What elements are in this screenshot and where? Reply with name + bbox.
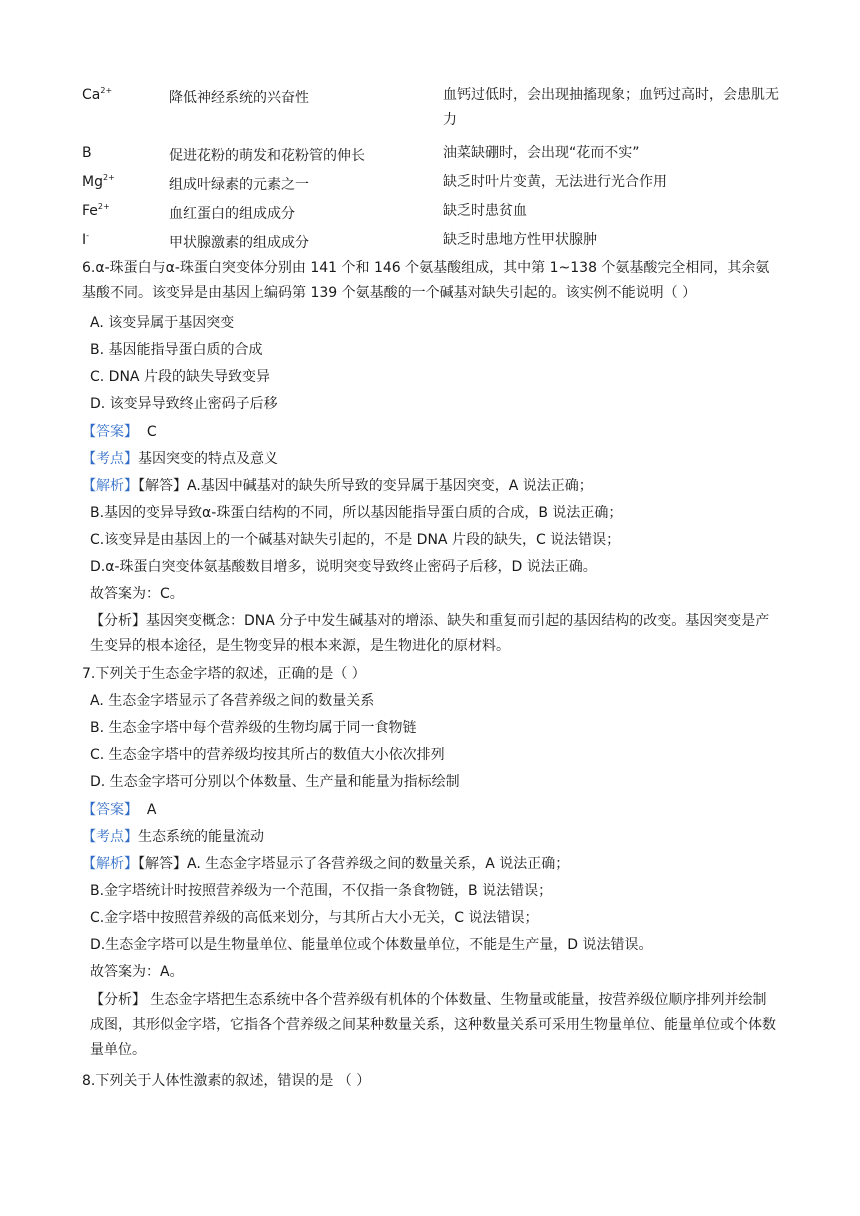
q7-option-c: C. 生态金字塔中的营养级均按其所占的数值大小依次排列: [90, 747, 445, 763]
q6-answer: [82, 423, 782, 441]
answer-tag: 【答案】: [82, 424, 138, 440]
function-cell: 血红蛋白的组成成分: [169, 206, 295, 222]
function-cell: 甲状腺激素的组成成分: [169, 235, 309, 251]
topic-tag: 【考点】: [82, 451, 138, 467]
answer-value: A: [146, 802, 157, 818]
q7-answer: [82, 801, 782, 819]
q6-fenxi: 【分析】基因突变概念：DNA 分子中发生碱基对的增添、缺失和重复而引起的基因结构的改变。基因突变是产生变异的根本途径，是生物变异的根本来源，是生物进化的原材料。: [90, 613, 770, 654]
question-7-stem: 7.下列关于生态金字塔的叙述，正确的是（ ）: [82, 666, 366, 682]
q7-topic: [82, 828, 782, 846]
function-cell: 降低神经系统的兴奋性: [169, 90, 309, 106]
q7-analysis-line: B.金字塔统计时按照营养级为一个范围，不仅指一条食物链，B 说法错误；: [90, 883, 553, 899]
q7-fenxi: 【分析】 生态金字塔把生态系统中各个营养级有机体的个体数量、生物量或能量，按营养级位顺序排列并绘制成图，其形似金字塔，它指各个营养级之间某种数量关系，这种数量关系可采用生物量单位、能量单位或个体数量单位。: [90, 992, 776, 1058]
q6-option-a: A. 该变异属于基因突变: [90, 315, 235, 331]
topic-value: 基因突变的特点及意义: [138, 451, 278, 467]
analysis-tag: 【解析】: [82, 856, 138, 872]
q6-analysis-line: B.基因的变异导致α-珠蛋白结构的不同，所以基因能指导蛋白质的合成，B 说法正确；: [90, 505, 623, 521]
table-row: [82, 174, 782, 202]
q7-option-a: A. 生态金字塔显示了各营养级之间的数量关系: [90, 693, 375, 709]
element-cell: B: [82, 145, 92, 161]
q6-analysis: [82, 477, 782, 495]
analysis-text: 【解答】A. 生态金字塔显示了各营养级之间的数量关系，A 说法正确；: [138, 856, 570, 872]
q7-analysis-line: C.金字塔中按照营养级的高低来划分，与其所占大小无关，C 说法错误；: [90, 910, 539, 926]
answer-value: C: [146, 424, 157, 440]
q7-option-d: D. 生态金字塔可分别以个体数量、生产量和能量为指标绘制: [90, 774, 460, 790]
element-cell: $Ca^{2+}$: [82, 86, 113, 103]
table-row: [82, 145, 782, 173]
effect-cell: 油菜缺硼时，会出现“花而不实”: [443, 145, 640, 161]
table-row: [82, 86, 782, 128]
element-cell: $Fe^{2+}$: [82, 202, 110, 219]
question-6-stem: 6.α-珠蛋白与α-珠蛋白突变体分别由 141 个和 146 个氨基酸组成，其中第 1~138 个氨基酸完全相同，其余氨基酸不同。该变异是由基因上编码第 139 个氨基酸的一个碱基对缺失引起的。该实例不能说明（ ）: [82, 260, 770, 301]
effect-cell: 缺乏时叶片变黄，无法进行光合作用: [443, 174, 667, 190]
topic-value: 生态系统的能量流动: [138, 829, 264, 845]
answer-tag: 【答案】: [82, 802, 138, 818]
question-8-stem: 8.下列关于人体性激素的叙述，错误的是 （ ）: [82, 1073, 371, 1089]
effect-cell: 血钙过低时，会出现抽搐现象；血钙过高时，会患肌无力: [443, 87, 779, 128]
table-row: [82, 203, 782, 231]
function-cell: 促进花粉的萌发和花粉管的伸长: [169, 148, 365, 164]
q6-topic: [82, 450, 782, 468]
analysis-tag: 【解析】: [82, 478, 138, 494]
element-cell: $Mg^{2+}$: [82, 173, 115, 190]
q6-option-b: B. 基因能指导蛋白质的合成: [90, 342, 263, 358]
analysis-text: 【解答】A.基因中碱基对的缺失所导致的变异属于基因突变，A 说法正确；: [138, 478, 593, 494]
topic-tag: 【考点】: [82, 829, 138, 845]
q6-analysis-line: 故答案为：C。: [90, 586, 184, 602]
q6-option-d: D. 该变异导致终止密码子后移: [90, 396, 278, 412]
q7-analysis-line: D.生态金字塔可以是生物量单位、能量单位或个体数量单位，不能是生产量，D 说法错误。: [90, 937, 653, 953]
q6-analysis-line: D.α-珠蛋白突变体氨基酸数目增多，说明突变导致终止密码子后移，D 说法正确。: [90, 559, 597, 575]
q7-option-b: B. 生态金字塔中每个营养级的生物均属于同一食物链: [90, 720, 417, 736]
q6-analysis-line: C.该变异是由基因上的一个碱基对缺失引起的，不是 DNA 片段的缺失，C 说法错误；: [90, 532, 621, 548]
effect-cell: 缺乏时患贫血: [443, 203, 527, 219]
q7-analysis-line: 故答案为：A。: [90, 964, 184, 980]
effect-cell: 缺乏时患地方性甲状腺肿: [443, 232, 597, 248]
element-cell: I-: [82, 231, 90, 248]
q7-analysis: [82, 855, 782, 873]
function-cell: 组成叶绿素的元素之一: [169, 177, 309, 193]
q6-option-c: C. DNA 片段的缺失导致变异: [90, 369, 270, 385]
